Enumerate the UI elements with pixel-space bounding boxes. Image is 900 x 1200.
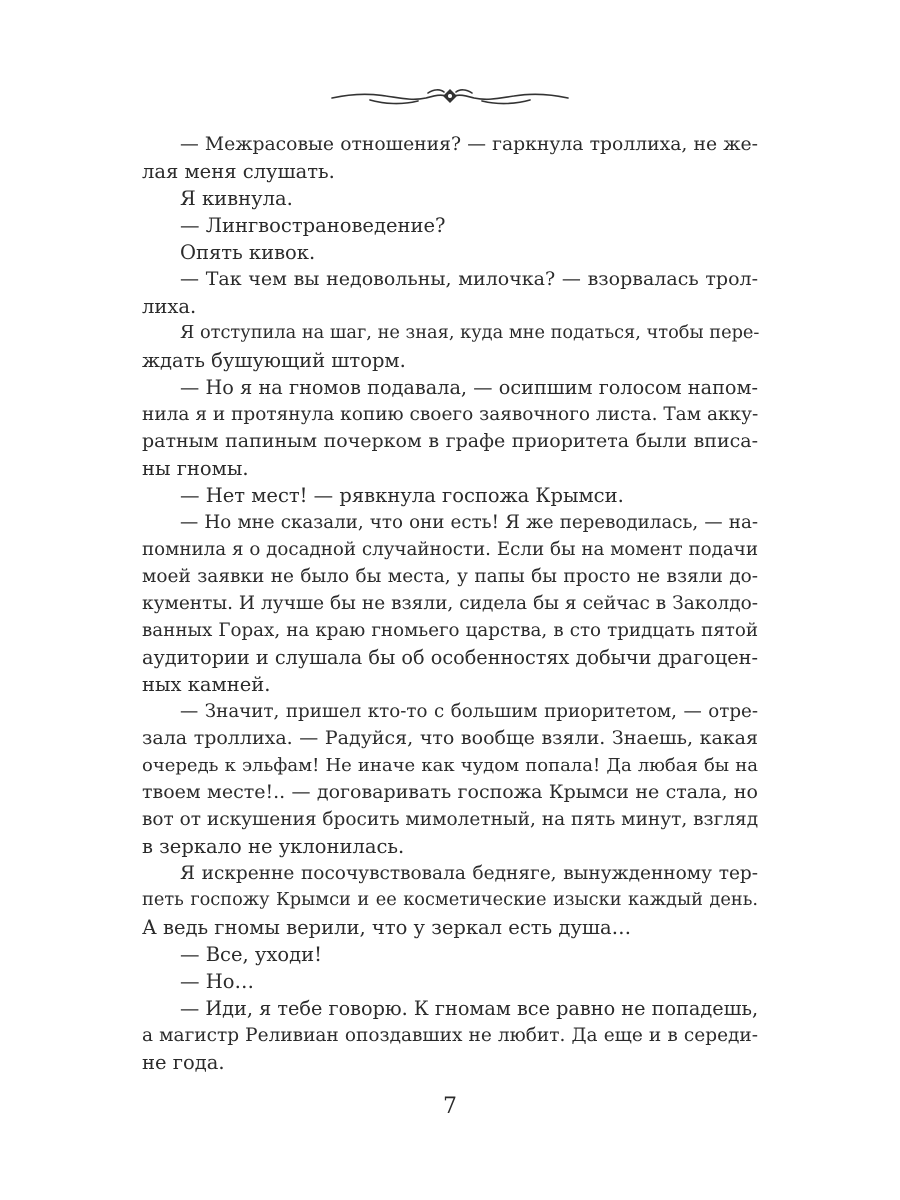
text-line: твоем месте!.. — договаривать госпожа Крымси не стала, но (142, 781, 758, 803)
text-line: — Но… (180, 970, 254, 993)
text-line: — Значит, пришел кто-то с большим приоритетом, — отре- (180, 701, 758, 722)
text-line: вот от искушения бросить мимолетный, на пять минут, взгляд (142, 809, 759, 830)
text-line: — Нет мест! — рявкнула госпожа Крымси. (180, 484, 624, 507)
decorative-ornament-icon (330, 84, 570, 110)
text-line: — Иди, я тебе говорю. К гномам все равно не попадешь, (180, 997, 759, 1020)
text-line: не года. (142, 1051, 225, 1074)
text-line: кументы. И лучше бы не взяли, сидела бы я сейчас в Заколдо- (142, 593, 758, 614)
text-line: лая меня слушать. (142, 160, 335, 183)
text-line: а магистр Реливиан опоздавших не любит. Да еще и в середи- (142, 1025, 758, 1046)
text-line: — Так чем вы недовольны, милочка? — взорвалась трол- (180, 268, 758, 290)
text-line: — Но я на гномов подавала, — осипшим голосом напом- (180, 376, 758, 399)
text-line: Я кивнула. (180, 187, 293, 210)
text-line: — Лингвострановедение? (180, 214, 446, 237)
text-line: ны гномы. (142, 457, 249, 480)
text-line: ждать бушующий шторм. (142, 349, 406, 372)
page-number: 7 (443, 1094, 457, 1119)
body-text (142, 131, 758, 1076)
text-line: ванных Горах, на краю гномьего царства, в сто тридцать пятой (142, 620, 758, 641)
text-line: помнила я о досадной случайности. Если бы на момент подачи (142, 539, 758, 560)
text-line: моей заявки не было бы места, у папы бы просто не взяли до- (142, 566, 758, 587)
text-line: лиха. (142, 295, 197, 318)
text-line: — Межрасовые отношения? — гаркнула троллиха, не же- (180, 134, 758, 155)
text-line: аудитории и слушала бы об особенностях добычи драгоцен- (142, 646, 758, 669)
text-line: ратным папиным почерком в графе приоритета были вписа- (142, 430, 758, 452)
text-line: ных камней. (142, 673, 271, 696)
text-line: в зеркало не уклонилась. (142, 835, 405, 858)
text-line: Я искренне посочувствовала бедняге, вынужденному тер- (180, 863, 758, 884)
text-line: петь госпожу Крымси и ее косметические изыски каждый день. (142, 890, 758, 910)
text-line: — Но мне сказали, что они есть! Я же переводилась, — на- (180, 512, 758, 533)
text-line: зала троллиха. — Радуйся, что вообще взяли. Знаешь, какая (142, 727, 758, 749)
text-line: Я отступила на шаг, не зная, куда мне податься, чтобы пере- (180, 323, 760, 343)
text-line: — Все, уходи! (180, 943, 322, 966)
text-line: нила я и протянула копию своего заявочного листа. Там акку- (142, 404, 759, 425)
text-line: очередь к эльфам! Не иначе как чудом попала! Да любая бы на (142, 755, 758, 776)
text-line: А ведь гномы верили, что у зеркал есть душа… (142, 916, 632, 939)
text-line: Опять кивок. (180, 241, 316, 264)
